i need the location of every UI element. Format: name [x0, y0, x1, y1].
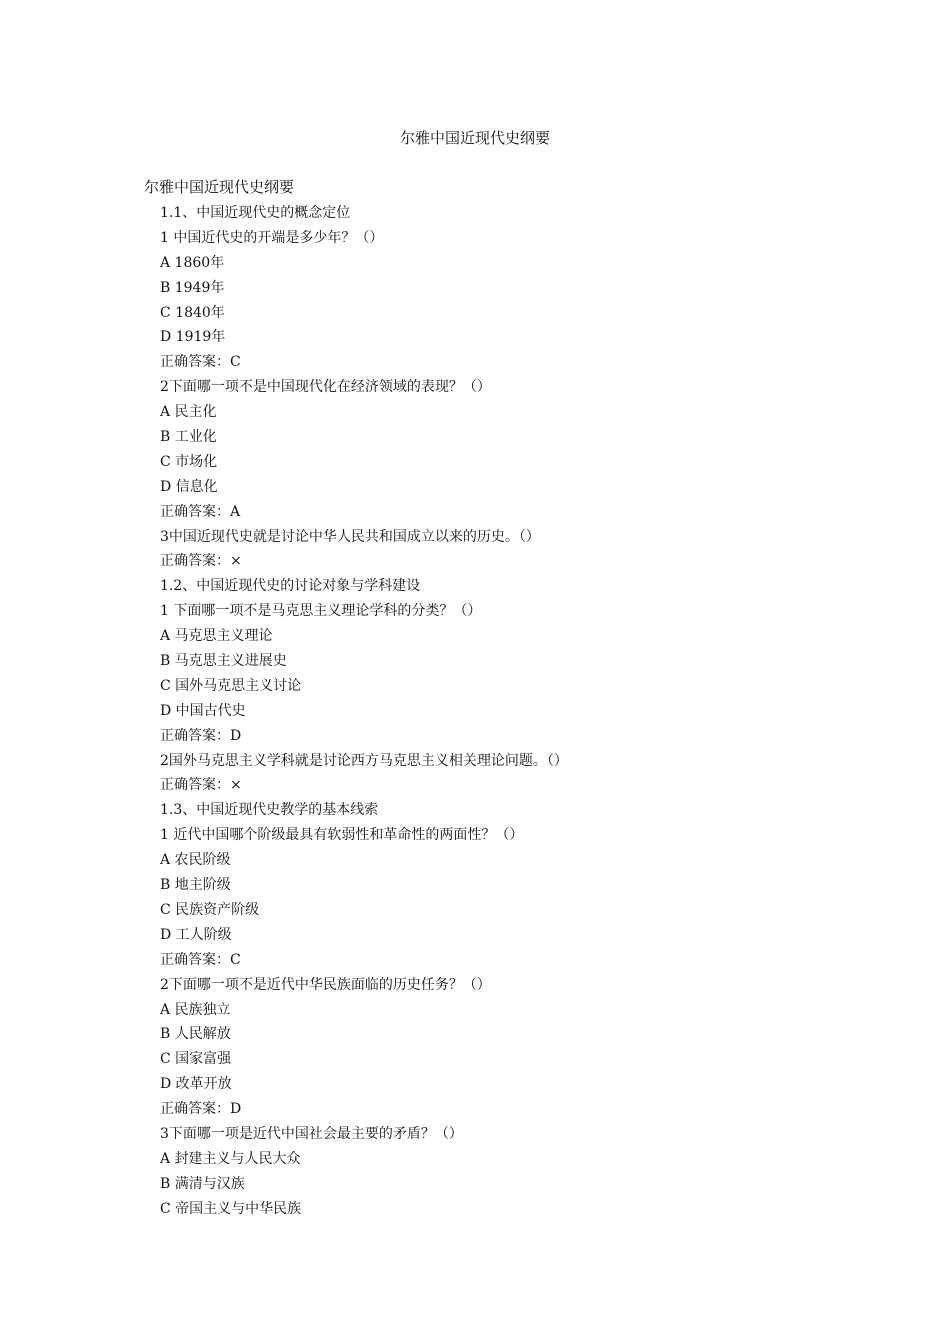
option-line: A 1860年 — [160, 254, 225, 271]
option-line: A 封建主义与人民大众 — [160, 1150, 301, 1167]
document-title: 尔雅中国近现代史纲要 — [399, 129, 550, 147]
question-line: 3下面哪一项是近代中国社会最主要的矛盾？（） — [160, 1125, 463, 1142]
answer-line: 正确答案：× — [160, 553, 242, 570]
question-line: 2下面哪一项不是近代中华民族面临的历史任务？（） — [160, 976, 491, 993]
question-line: 1 近代中国哪个阶级最具有软弱性和革命性的两面性？（） — [160, 827, 524, 844]
section-heading: 1.1、中国近现代史的概念定位 — [160, 205, 351, 221]
question-line: 1 下面哪一项不是马克思主义理论学科的分类？（） — [160, 603, 482, 620]
question-line: 2国外马克思主义学科就是讨论西方马克思主义相关理论问题。（） — [160, 752, 568, 769]
option-line: C 帝国主义与中华民族 — [160, 1200, 302, 1217]
document-body — [160, 202, 920, 1223]
question-line: 3中国近现代史就是讨论中华人民共和国成立以来的历史。（） — [160, 528, 540, 545]
option-line: D 工人阶级 — [160, 926, 232, 943]
section-heading: 1.3、中国近现代史教学的基本线索 — [160, 802, 379, 819]
option-line: D 中国古代史 — [160, 702, 246, 719]
option-line: D 信息化 — [160, 478, 218, 495]
section-heading: 1.2、中国近现代史的讨论对象与学科建设 — [160, 578, 421, 595]
document-heading: 尔雅中国近现代史纲要 — [144, 178, 295, 196]
option-line: C 1840年 — [160, 304, 225, 321]
answer-line: 正确答案：× — [160, 777, 242, 794]
option-line: B 马克思主义进展史 — [160, 653, 287, 670]
option-line: B 人民解放 — [160, 1026, 231, 1043]
option-line: B 地主阶级 — [160, 877, 231, 894]
option-line: B 工业化 — [160, 429, 217, 446]
answer-line: 正确答案：C — [160, 951, 241, 968]
option-line: A 农民阶级 — [160, 852, 231, 869]
answer-line: 正确答案：D — [160, 1101, 242, 1118]
option-line: A 马克思主义理论 — [160, 628, 273, 645]
question-line: 2下面哪一项不是中国现代化在经济领域的表现？（） — [160, 379, 491, 396]
answer-line: 正确答案：D — [160, 727, 242, 744]
option-line: C 民族资产阶级 — [160, 901, 260, 918]
answer-line: 正确答案：C — [160, 354, 241, 371]
answer-line: 正确答案：A — [160, 503, 241, 520]
option-line: A 民族独立 — [160, 1001, 231, 1018]
option-line: B 1949年 — [160, 279, 225, 296]
option-line: D 1919年 — [160, 329, 226, 346]
option-line: C 市场化 — [160, 453, 218, 470]
option-line: C 国家富强 — [160, 1051, 232, 1068]
question-line: 1 中国近代史的开端是多少年？（） — [160, 229, 384, 246]
option-line: C 国外马克思主义讨论 — [160, 677, 302, 694]
option-line: A 民主化 — [160, 404, 217, 421]
option-line: B 满清与汉族 — [160, 1175, 245, 1192]
option-line: D 改革开放 — [160, 1076, 232, 1093]
